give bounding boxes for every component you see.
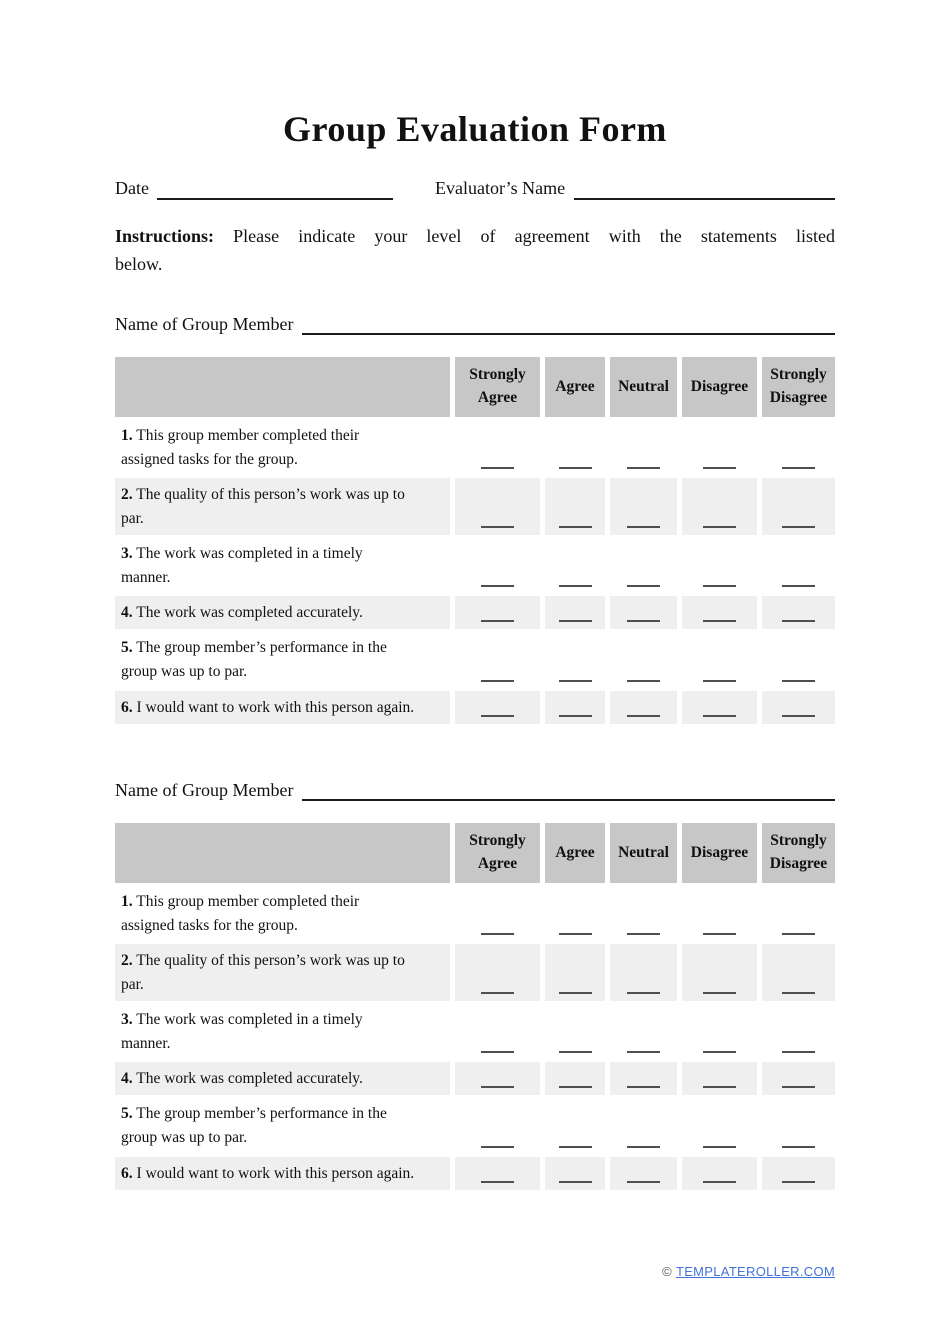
response-cell-neutral[interactable] bbox=[610, 1003, 677, 1060]
response-blank[interactable] bbox=[782, 526, 815, 528]
response-blank[interactable] bbox=[703, 992, 736, 994]
response-blank[interactable] bbox=[559, 467, 592, 469]
response-blank[interactable] bbox=[559, 1051, 592, 1053]
member-name-label: Name of Group Member bbox=[115, 779, 294, 800]
response-blank[interactable] bbox=[481, 1146, 514, 1148]
question-row-4 bbox=[115, 596, 835, 629]
question-number: 3. bbox=[121, 544, 133, 562]
response-blank[interactable] bbox=[559, 1181, 592, 1183]
member-name-label: Name of Group Member bbox=[115, 313, 294, 334]
evaluation-table-2 bbox=[110, 821, 840, 1192]
question-text: This group member completed their bbox=[136, 892, 360, 910]
instructions-text: Please indicate your level of agreement with the statements listed bbox=[233, 226, 835, 246]
copyright-symbol: © bbox=[662, 1264, 672, 1279]
question-row-3 bbox=[115, 1003, 835, 1060]
response-cell-disagree[interactable] bbox=[682, 944, 757, 1001]
response-blank[interactable] bbox=[703, 1086, 736, 1088]
question-text: This group member completed their bbox=[136, 426, 360, 444]
response-blank[interactable] bbox=[703, 467, 736, 469]
question-text-cell bbox=[115, 419, 450, 476]
response-blank[interactable] bbox=[559, 526, 592, 528]
question-text-line2: assigned tasks for the group. bbox=[121, 450, 298, 468]
response-blank[interactable] bbox=[559, 992, 592, 994]
member-name-input-line[interactable] bbox=[302, 778, 835, 801]
question-text: The group member’s performance in the bbox=[136, 1104, 387, 1122]
page-title: Group Evaluation Form bbox=[283, 109, 667, 149]
response-cell-strongly-disagree[interactable] bbox=[762, 1097, 835, 1155]
response-cell-neutral[interactable] bbox=[610, 596, 677, 629]
response-blank[interactable] bbox=[627, 526, 660, 528]
response-blank[interactable] bbox=[481, 1086, 514, 1088]
question-row-3 bbox=[115, 537, 835, 594]
response-cell-strongly-agree[interactable] bbox=[455, 537, 540, 594]
instructions-line1 bbox=[115, 223, 835, 251]
response-blank[interactable] bbox=[627, 585, 660, 587]
question-number: 5. bbox=[121, 1104, 133, 1122]
response-blank[interactable] bbox=[627, 715, 660, 717]
column-header-strongly-disagree: Strongly Disagree bbox=[762, 357, 835, 417]
question-text-cell bbox=[115, 478, 450, 535]
response-cell-strongly-disagree[interactable] bbox=[762, 885, 835, 942]
member-name-input-line[interactable] bbox=[302, 312, 835, 335]
question-row-1 bbox=[115, 885, 835, 942]
question-text-cell bbox=[115, 885, 450, 942]
response-blank[interactable] bbox=[481, 526, 514, 528]
response-blank[interactable] bbox=[627, 620, 660, 622]
response-blank[interactable] bbox=[481, 467, 514, 469]
response-blank[interactable] bbox=[481, 715, 514, 717]
member-row-1 bbox=[115, 312, 835, 335]
response-cell-strongly-disagree[interactable] bbox=[762, 1062, 835, 1095]
response-cell-agree[interactable] bbox=[545, 1097, 605, 1155]
question-number: 6. bbox=[121, 698, 133, 716]
question-row-5 bbox=[115, 1097, 835, 1155]
response-cell-strongly-agree[interactable] bbox=[455, 944, 540, 1001]
response-cell-disagree[interactable] bbox=[682, 1062, 757, 1095]
question-number: 1. bbox=[121, 892, 133, 910]
response-cell-strongly-agree[interactable] bbox=[455, 1097, 540, 1155]
response-cell-agree[interactable] bbox=[545, 478, 605, 535]
question-text-line2: group was up to par. bbox=[121, 662, 248, 680]
response-cell-disagree[interactable] bbox=[682, 691, 757, 724]
question-column-header bbox=[115, 823, 450, 883]
response-blank[interactable] bbox=[627, 680, 660, 682]
response-blank[interactable] bbox=[703, 585, 736, 587]
question-text-cell bbox=[115, 596, 450, 629]
response-cell-disagree[interactable] bbox=[682, 419, 757, 476]
response-blank[interactable] bbox=[559, 680, 592, 682]
question-text-cell bbox=[115, 1003, 450, 1060]
question-text: I would want to work with this person again. bbox=[136, 1164, 415, 1182]
question-row-2 bbox=[115, 478, 835, 535]
response-cell-neutral[interactable] bbox=[610, 537, 677, 594]
question-row-5 bbox=[115, 631, 835, 689]
response-blank[interactable] bbox=[481, 1051, 514, 1053]
question-text-line2: manner. bbox=[121, 568, 171, 586]
question-text-cell bbox=[115, 537, 450, 594]
response-blank[interactable] bbox=[481, 680, 514, 682]
response-blank[interactable] bbox=[782, 1086, 815, 1088]
response-cell-strongly-disagree[interactable] bbox=[762, 1157, 835, 1190]
response-blank[interactable] bbox=[782, 467, 815, 469]
response-cell-strongly-agree[interactable] bbox=[455, 1062, 540, 1095]
response-blank[interactable] bbox=[627, 1181, 660, 1183]
question-text: The work was completed accurately. bbox=[136, 603, 363, 621]
response-blank[interactable] bbox=[782, 1051, 815, 1053]
response-cell-agree[interactable] bbox=[545, 419, 605, 476]
response-cell-strongly-disagree[interactable] bbox=[762, 419, 835, 476]
question-text-line2: par. bbox=[121, 509, 144, 527]
response-blank[interactable] bbox=[782, 715, 815, 717]
column-header-strongly-agree: Strongly Agree bbox=[455, 357, 540, 417]
response-cell-agree[interactable] bbox=[545, 1157, 605, 1190]
response-blank[interactable] bbox=[559, 620, 592, 622]
date-input-line[interactable] bbox=[157, 177, 393, 200]
templateroller-link[interactable]: TEMPLATEROLLER.COM bbox=[675, 1264, 835, 1279]
response-cell-disagree[interactable] bbox=[682, 478, 757, 535]
response-blank[interactable] bbox=[627, 467, 660, 469]
question-text-line2: manner. bbox=[121, 1034, 171, 1052]
response-blank[interactable] bbox=[782, 1181, 815, 1183]
column-header-neutral: Neutral bbox=[610, 357, 677, 417]
response-cell-neutral[interactable] bbox=[610, 691, 677, 724]
question-text-line2: assigned tasks for the group. bbox=[121, 916, 298, 934]
column-header-neutral: Neutral bbox=[610, 823, 677, 883]
response-blank[interactable] bbox=[481, 992, 514, 994]
question-text-cell bbox=[115, 691, 450, 724]
response-blank[interactable] bbox=[703, 680, 736, 682]
response-cell-disagree[interactable] bbox=[682, 537, 757, 594]
response-blank[interactable] bbox=[703, 1146, 736, 1148]
response-blank[interactable] bbox=[782, 1146, 815, 1148]
response-cell-strongly-agree[interactable] bbox=[455, 1157, 540, 1190]
question-text: I would want to work with this person again. bbox=[136, 698, 415, 716]
question-row-4 bbox=[115, 1062, 835, 1095]
response-blank[interactable] bbox=[627, 1086, 660, 1088]
question-number: 2. bbox=[121, 951, 133, 969]
response-cell-strongly-disagree[interactable] bbox=[762, 691, 835, 724]
response-blank[interactable] bbox=[627, 1146, 660, 1148]
question-text-line2: par. bbox=[121, 975, 144, 993]
response-cell-neutral[interactable] bbox=[610, 1097, 677, 1155]
response-blank[interactable] bbox=[627, 1051, 660, 1053]
question-number: 1. bbox=[121, 426, 133, 444]
column-header-agree: Agree bbox=[545, 357, 605, 417]
response-cell-strongly-agree[interactable] bbox=[455, 419, 540, 476]
response-blank[interactable] bbox=[782, 585, 815, 587]
question-text-cell bbox=[115, 631, 450, 689]
response-blank[interactable] bbox=[481, 933, 514, 935]
question-number: 2. bbox=[121, 485, 133, 503]
question-text-cell bbox=[115, 944, 450, 1001]
question-text: The quality of this person’s work was up to bbox=[136, 951, 405, 969]
column-header-disagree: Disagree bbox=[682, 823, 757, 883]
question-text: The group member’s performance in the bbox=[136, 638, 387, 656]
header-row bbox=[115, 823, 835, 883]
response-blank[interactable] bbox=[782, 620, 815, 622]
question-number: 4. bbox=[121, 603, 133, 621]
response-cell-strongly-agree[interactable] bbox=[455, 885, 540, 942]
response-blank[interactable] bbox=[559, 1146, 592, 1148]
instructions bbox=[115, 223, 835, 279]
question-text-cell bbox=[115, 1062, 450, 1095]
question-row-6 bbox=[115, 691, 835, 724]
response-cell-strongly-disagree[interactable] bbox=[762, 1003, 835, 1060]
member-row-2 bbox=[115, 778, 835, 801]
question-text: The work was completed accurately. bbox=[136, 1069, 363, 1087]
response-blank[interactable] bbox=[627, 933, 660, 935]
response-blank[interactable] bbox=[481, 620, 514, 622]
response-cell-agree[interactable] bbox=[545, 537, 605, 594]
response-cell-agree[interactable] bbox=[545, 1003, 605, 1060]
question-number: 3. bbox=[121, 1010, 133, 1028]
response-blank[interactable] bbox=[703, 526, 736, 528]
column-header-strongly-disagree: Strongly Disagree bbox=[762, 823, 835, 883]
response-cell-strongly-disagree[interactable] bbox=[762, 537, 835, 594]
column-header-disagree: Disagree bbox=[682, 357, 757, 417]
response-blank[interactable] bbox=[559, 1086, 592, 1088]
response-cell-agree[interactable] bbox=[545, 944, 605, 1001]
response-cell-agree[interactable] bbox=[545, 631, 605, 689]
question-text-cell bbox=[115, 1097, 450, 1155]
response-cell-neutral[interactable] bbox=[610, 419, 677, 476]
instructions-line2: below. bbox=[115, 253, 163, 274]
question-text-cell bbox=[115, 1157, 450, 1190]
question-text: The work was completed in a timely bbox=[136, 544, 363, 562]
response-blank[interactable] bbox=[559, 585, 592, 587]
evaluation-table-1 bbox=[110, 355, 840, 726]
response-cell-strongly-agree[interactable] bbox=[455, 596, 540, 629]
response-blank[interactable] bbox=[782, 933, 815, 935]
header-row bbox=[115, 357, 835, 417]
response-cell-strongly-agree[interactable] bbox=[455, 631, 540, 689]
response-cell-agree[interactable] bbox=[545, 596, 605, 629]
date-label: Date bbox=[115, 178, 149, 198]
response-cell-strongly-agree[interactable] bbox=[455, 691, 540, 724]
question-row-6 bbox=[115, 1157, 835, 1190]
question-column-header bbox=[115, 357, 450, 417]
evaluator-name-label: Evaluator’s Name bbox=[434, 178, 566, 198]
response-cell-neutral[interactable] bbox=[610, 944, 677, 1001]
response-blank[interactable] bbox=[627, 992, 660, 994]
response-cell-disagree[interactable] bbox=[682, 885, 757, 942]
question-number: 4. bbox=[121, 1069, 133, 1087]
response-cell-neutral[interactable] bbox=[610, 1157, 677, 1190]
response-cell-disagree[interactable] bbox=[682, 1157, 757, 1190]
response-cell-neutral[interactable] bbox=[610, 885, 677, 942]
response-cell-neutral[interactable] bbox=[610, 631, 677, 689]
question-row-1 bbox=[115, 419, 835, 476]
response-blank[interactable] bbox=[703, 620, 736, 622]
evaluator-name-input-line[interactable] bbox=[574, 177, 835, 200]
response-cell-strongly-disagree[interactable] bbox=[762, 478, 835, 535]
question-number: 6. bbox=[121, 1164, 133, 1182]
meta-row bbox=[115, 177, 835, 200]
column-header-strongly-agree: Strongly Agree bbox=[455, 823, 540, 883]
response-blank[interactable] bbox=[559, 715, 592, 717]
footer bbox=[662, 1264, 835, 1279]
response-cell-strongly-disagree[interactable] bbox=[762, 944, 835, 1001]
response-blank[interactable] bbox=[782, 680, 815, 682]
question-row-2 bbox=[115, 944, 835, 1001]
response-blank[interactable] bbox=[782, 992, 815, 994]
response-cell-neutral[interactable] bbox=[610, 1062, 677, 1095]
response-cell-neutral[interactable] bbox=[610, 478, 677, 535]
response-blank[interactable] bbox=[703, 715, 736, 717]
response-cell-agree[interactable] bbox=[545, 691, 605, 724]
response-blank[interactable] bbox=[481, 1181, 514, 1183]
response-cell-disagree[interactable] bbox=[682, 631, 757, 689]
instructions-label: Instructions: bbox=[115, 226, 215, 246]
response-blank[interactable] bbox=[559, 933, 592, 935]
response-cell-strongly-agree[interactable] bbox=[455, 1003, 540, 1060]
response-cell-agree[interactable] bbox=[545, 1062, 605, 1095]
question-text-line2: group was up to par. bbox=[121, 1128, 248, 1146]
response-cell-strongly-disagree[interactable] bbox=[762, 596, 835, 629]
response-blank[interactable] bbox=[703, 933, 736, 935]
response-cell-disagree[interactable] bbox=[682, 596, 757, 629]
response-cell-strongly-agree[interactable] bbox=[455, 478, 540, 535]
question-text: The quality of this person’s work was up to bbox=[136, 485, 405, 503]
response-cell-strongly-disagree[interactable] bbox=[762, 631, 835, 689]
column-header-agree: Agree bbox=[545, 823, 605, 883]
response-cell-disagree[interactable] bbox=[682, 1097, 757, 1155]
question-number: 5. bbox=[121, 638, 133, 656]
response-blank[interactable] bbox=[703, 1051, 736, 1053]
question-text: The work was completed in a timely bbox=[136, 1010, 363, 1028]
response-blank[interactable] bbox=[481, 585, 514, 587]
response-cell-agree[interactable] bbox=[545, 885, 605, 942]
response-blank[interactable] bbox=[703, 1181, 736, 1183]
response-cell-disagree[interactable] bbox=[682, 1003, 757, 1060]
